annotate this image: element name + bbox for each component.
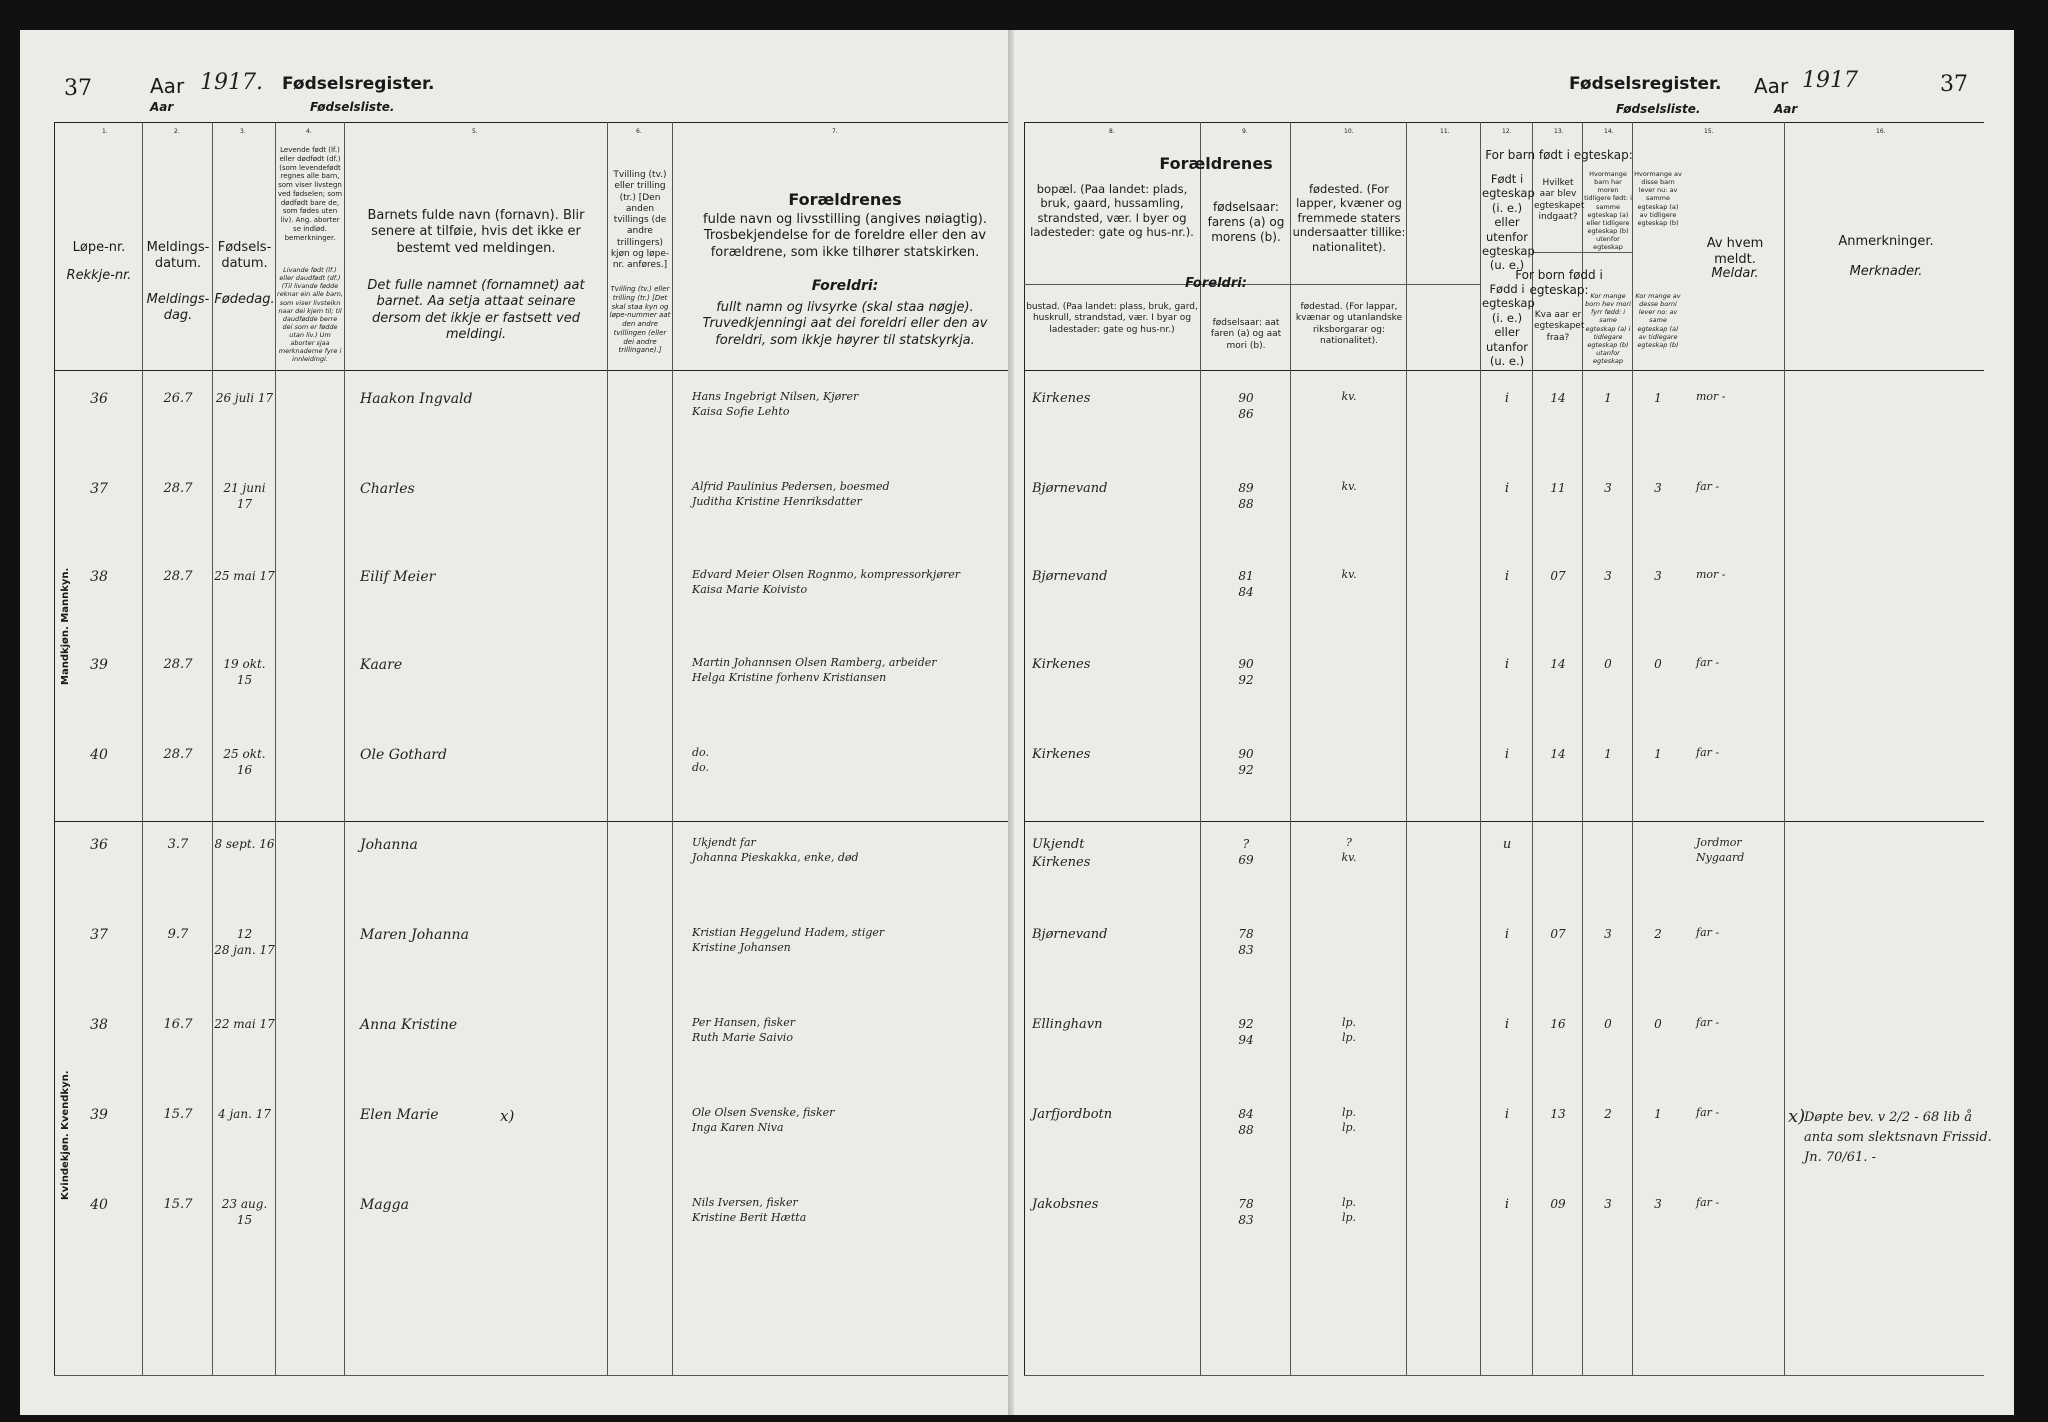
cell-egteskap: i <box>1504 747 1510 762</box>
cell-fodested: kv. <box>1341 480 1357 493</box>
col-border <box>1480 122 1481 1375</box>
annotation-mark: x) <box>1788 1106 1806 1127</box>
cell-tvilling-mark: x) <box>500 1107 515 1125</box>
register-title: Fødselsregister. <box>282 74 435 94</box>
subheader-rule <box>1532 252 1632 253</box>
col-number-2: 2. <box>174 128 180 135</box>
cell-foreldre: Per Hansen, fisker Ruth Marie Saivio <box>692 1016 796 1044</box>
cell-lopenr: 36 <box>90 391 108 407</box>
header-merknader-nn: Merknader. <box>1849 264 1923 279</box>
header-tvilling: Tvilling (tv.) eller trilling (tr.) [Den anden tvillings (de andre trillingers) kjøn og løpe-nr. anføres.] <box>610 170 670 270</box>
cell-barn-lever: 3 <box>1654 481 1662 495</box>
cell-bopael: Ukjendt Kirkenes <box>1032 837 1091 870</box>
year-handwritten: 1917. <box>200 70 263 95</box>
header-fodd-egteskap-nn: Fødd i egteskap (i. e.) eller utanfor (u. e.) <box>1482 282 1535 368</box>
cell-fodselsdatum: 25 okt. 16 <box>223 747 266 778</box>
aar-label-right: Aar <box>1754 74 1789 98</box>
cell-lopenr: 39 <box>90 657 108 673</box>
cell-fodested: ? kv. <box>1341 836 1357 864</box>
cell-bopael: Jarfjordbotn <box>1032 1107 1113 1122</box>
cell-aar-egteskap: 14 <box>1550 747 1566 761</box>
cell-fodselsaar: 90 92 <box>1238 747 1254 778</box>
col-border <box>1024 122 1025 1375</box>
cell-egteskap: i <box>1504 1017 1510 1032</box>
header-fodested: fødested. (For lapper, kvæner og fremmede staters undersaatter tillike: nationalitet). <box>1292 182 1406 254</box>
col-border <box>1632 122 1633 1375</box>
section-label-female: Kvindekjøn. Kvendkyn. <box>60 1070 71 1200</box>
header-meldar-nn: Meldar. <box>1711 266 1759 281</box>
header-foreldri-text-nn: fullt namn og livsyrke (skal staa nøgje). Truvedkjenningi aat dei foreldri eller den av foreldri, som ikkje høyrer til statskyrkja. <box>702 300 988 348</box>
col-number-13: 13. <box>1554 128 1564 135</box>
cell-lopenr: 38 <box>90 569 108 585</box>
header-tidligere-barn: Hvormange barn har moren tidligere født: i samme egteskap (a) eller tidligere egteskap (b) utenfor egteskap <box>1584 170 1632 252</box>
cell-fodselsaar: 89 88 <box>1238 481 1254 512</box>
cell-barnets-navn: Magga <box>360 1197 409 1213</box>
col-number-15: 15. <box>1704 128 1714 135</box>
cell-meldingsdatum: 28.7 <box>163 481 193 496</box>
page-number-left: 37 <box>64 76 92 101</box>
col-number-8: 8. <box>1109 128 1115 135</box>
cell-tidligere-barn: 0 <box>1604 1017 1612 1031</box>
cell-meldingsdatum: 15.7 <box>163 1197 193 1212</box>
cell-foreldre: Kristian Heggelund Hadem, stiger Kristine Johansen <box>692 926 885 954</box>
cell-meldingsdatum: 3.7 <box>167 837 189 852</box>
aar-label-nn: Aar <box>150 100 174 114</box>
cell-fodselsaar: 92 94 <box>1238 1017 1254 1048</box>
cell-meldingsdatum: 16.7 <box>163 1017 193 1032</box>
cell-fodested: lp. lp. <box>1341 1196 1357 1224</box>
cell-meldt: far - <box>1696 1106 1720 1119</box>
cell-fodested: kv. <box>1341 390 1357 403</box>
header-meldingsdatum-nn: Meldings-dag. <box>146 292 210 324</box>
cell-barnets-navn: Kaare <box>360 657 403 673</box>
cell-egteskap: i <box>1504 481 1510 496</box>
header-foreldri-right-nn: Foreldri: <box>1185 276 1247 291</box>
cell-lopenr: 36 <box>90 837 108 853</box>
col-border <box>212 122 213 1375</box>
col-border <box>1290 122 1291 1375</box>
header-aar-egteskap: Hvilket aar blev egteskapet indgaat? <box>1534 178 1585 222</box>
cell-barnets-navn: Ole Gothard <box>360 747 447 763</box>
subtitle-nn-right: Fødselsliste. <box>1616 102 1701 116</box>
cell-fodselsaar: 84 88 <box>1238 1107 1254 1138</box>
cell-meldingsdatum: 28.7 <box>163 569 193 584</box>
cell-fodselsdatum: 22 mai 17 <box>214 1017 275 1031</box>
header-foraeldrenes-text: fulde navn og livsstilling (angives nøiagtig). Trosbekjendelse for de foreldre eller den av forældrene, som ikke tilhører statskirken. <box>703 212 987 260</box>
col-border <box>1582 122 1583 1375</box>
cell-fodselsdatum: 8 sept. 16 <box>214 837 275 851</box>
cell-barnets-navn: Eilif Meier <box>360 569 436 585</box>
cell-foreldre: Hans Ingebrigt Nilsen, Kjører Kaisa Sofie Lehto <box>692 390 859 418</box>
col-border <box>672 122 673 1375</box>
section-divider <box>54 821 1022 822</box>
bottom-rule <box>1024 1375 1984 1376</box>
header-fodselsaar-nn: fødselsaar: aat faren (a) og aat mori (b). <box>1210 318 1282 351</box>
header-fodt-egteskap: Født i egteskap (i. e.) eller utenfor egteskap (u. e.) <box>1482 172 1535 273</box>
cell-barnets-navn: Anna Kristine <box>360 1017 458 1033</box>
cell-fodselsdatum: 21 juni 17 <box>223 481 266 512</box>
header-top-rule <box>1024 122 1984 123</box>
header-bustad-nn: bustad. (Paa landet: plass, bruk, gard, huskrull, strandstad, vær. I byar og ladestader: gate og hus-nr.) <box>1026 302 1198 335</box>
cell-bopael: Jakobsnes <box>1032 1197 1099 1212</box>
col-border <box>142 122 143 1375</box>
col-border <box>1406 122 1407 1375</box>
cell-fodested: lp. lp. <box>1341 1016 1357 1044</box>
cell-foreldre: Nils Iversen, fisker Kristine Berit Hætta <box>692 1196 807 1224</box>
cell-aar-egteskap: 09 <box>1550 1197 1566 1211</box>
header-bottom-rule <box>1024 370 1984 371</box>
cell-aar-egteskap: 14 <box>1550 657 1566 671</box>
cell-foreldre: Ole Olsen Svenske, fisker Inga Karen Niva <box>692 1106 835 1134</box>
cell-lopenr: 39 <box>90 1107 108 1123</box>
cell-barn-lever: 1 <box>1654 391 1662 405</box>
cell-fodselsdatum: 4 jan. 17 <box>218 1107 271 1121</box>
header-barnets-navn-nn: Det fulle namnet (fornamnet) aat barnet. Aa setja attaat seinare dersom det ikkje er fastsett ved meldingi. <box>367 278 585 342</box>
cell-meldingsdatum: 9.7 <box>167 927 189 942</box>
col-border <box>607 122 608 1375</box>
page-number-right: 37 <box>1940 72 1968 97</box>
cell-barn-lever: 3 <box>1654 569 1662 583</box>
cell-barnets-navn: Maren Johanna <box>360 927 469 943</box>
cell-barn-lever: 0 <box>1654 657 1662 671</box>
cell-fodselsdatum: 26 juli 17 <box>215 391 274 405</box>
header-meldingsdatum: Meldings-datum. <box>146 240 210 272</box>
aar-label-nn-right: Aar <box>1774 102 1798 116</box>
header-fodselsdatum: Fødsels-datum. <box>217 240 272 272</box>
cell-fodselsdatum: 23 aug. 15 <box>221 1197 268 1228</box>
cell-foreldre: Ukjendt far Johanna Pieskakka, enke, død <box>692 836 859 864</box>
cell-meldt: far - <box>1696 1016 1720 1029</box>
cell-fodselsaar: 90 92 <box>1238 657 1254 688</box>
cell-egteskap: i <box>1504 657 1510 672</box>
register-title-right: Fødselsregister. <box>1569 74 1722 94</box>
header-for-barn-egteskap: For barn født i egteskap: <box>1485 148 1633 162</box>
header-barnets-navn: Barnets fulde navn (fornavn). Blir senere at tilføie, hvis det ikke er bestemt ved meldingen. <box>367 208 585 256</box>
cell-aar-egteskap: 16 <box>1550 1017 1566 1031</box>
cell-aar-egteskap: 07 <box>1550 569 1566 583</box>
cell-barnets-navn: Haakon Ingvald <box>360 391 473 407</box>
aar-label: Aar <box>150 74 185 98</box>
cell-tidligere-barn: 1 <box>1604 747 1612 761</box>
cell-fodselsaar: 78 83 <box>1238 1197 1254 1228</box>
cell-fodested: lp. lp. <box>1341 1106 1357 1134</box>
cell-lopenr: 40 <box>90 747 108 763</box>
header-top-rule <box>54 122 1022 123</box>
cell-fodselsaar: ? 69 <box>1238 837 1254 868</box>
header-anmerkninger: Anmerkninger. <box>1838 234 1934 249</box>
cell-tidligere-barn: 0 <box>1604 657 1612 671</box>
cell-egteskap: i <box>1504 1107 1510 1122</box>
cell-meldt: far - <box>1696 1196 1720 1209</box>
header-fodselsaar: fødselsaar: farens (a) og morens (b). <box>1207 200 1285 244</box>
header-bopael: bopæl. (Paa landet: plads, bruk, gaard, hussamling, strandsted, vær. I byer og ladesteder: gate og hus-nr.). <box>1030 182 1194 240</box>
cell-barnets-navn: Elen Marie <box>360 1107 439 1123</box>
cell-meldingsdatum: 28.7 <box>163 747 193 762</box>
cell-fodselsaar: 81 84 <box>1238 569 1254 600</box>
cell-meldt: far - <box>1696 746 1720 759</box>
header-bottom-rule <box>54 370 1022 371</box>
cell-fodselsaar: 90 86 <box>1238 391 1254 422</box>
col-number-3: 3. <box>240 128 246 135</box>
header-levende-fodt: Levende født (lf.) eller dødfødt (df.) (som levendefødt regnes alle barn, som viser livstegn ved fødselen; som dødfødt bare de, som fødes uten liv). Ang. aborter se indlød. bemerkninger. <box>277 146 343 242</box>
cell-lopenr: 37 <box>90 927 108 943</box>
cell-egteskap: i <box>1504 391 1510 406</box>
right-page <box>1014 30 2014 1415</box>
cell-fodested: kv. <box>1341 568 1357 581</box>
cell-tidligere-barn: 2 <box>1604 1107 1612 1121</box>
cell-fodselsdatum: 19 okt. 15 <box>223 657 266 688</box>
cell-barnets-navn: Johanna <box>360 837 418 853</box>
col-number-6: 6. <box>636 128 642 135</box>
cell-aar-egteskap: 14 <box>1550 391 1566 405</box>
cell-fodselsdatum: 12 28 jan. 17 <box>214 927 275 958</box>
col-border <box>275 122 276 1375</box>
header-foraeldrenes: Forældrenes <box>788 190 902 209</box>
col-number-14: 14. <box>1604 128 1614 135</box>
cell-lopenr: 40 <box>90 1197 108 1213</box>
cell-bopael: Ellinghavn <box>1032 1017 1103 1032</box>
col-number-11: 11. <box>1440 128 1450 135</box>
col-border <box>1200 122 1201 1375</box>
cell-barnets-navn: Charles <box>360 481 415 497</box>
cell-meldt: far - <box>1696 480 1720 493</box>
cell-egteskap: u <box>1502 837 1512 852</box>
section-label-male: Mandkjøn. Mannkyn. <box>60 567 71 685</box>
cell-barn-lever: 2 <box>1654 927 1662 941</box>
cell-barn-lever: 3 <box>1654 1197 1662 1211</box>
header-fodestad-nn: fødestad. (For lappar, kvænar og utanlandske riksborgarar og: nationalitet). <box>1295 302 1403 346</box>
col-number-4: 4. <box>306 128 312 135</box>
cell-bopael: Bjørnevand <box>1032 481 1108 496</box>
header-for-born-egteskap-nn: For born fødd i egteskap: <box>1515 268 1603 297</box>
cell-tidligere-barn: 3 <box>1604 927 1612 941</box>
col-number-1: 1. <box>102 128 108 135</box>
header-tvilling-nn: Tvilling (tv.) eller trilling (tr.) [Det skal staa kyn og løpe-nummer aat den andre tvillingen (eller dei andre trillingane).] <box>609 285 671 355</box>
header-lopenr-nn: Rekkje-nr. <box>66 268 132 283</box>
col-number-9: 9. <box>1242 128 1248 135</box>
cell-aar-egteskap: 07 <box>1550 927 1566 941</box>
cell-tidligere-barn: 3 <box>1604 481 1612 495</box>
cell-meldt: far - <box>1696 926 1720 939</box>
header-foraeldrenes-right: Forældrenes <box>1159 154 1273 173</box>
col-number-7: 7. <box>832 128 838 135</box>
col-number-12: 12. <box>1502 128 1512 135</box>
cell-bopael: Bjørnevand <box>1032 927 1108 942</box>
cell-meldingsdatum: 28.7 <box>163 657 193 672</box>
cell-egteskap: i <box>1504 1197 1510 1212</box>
cell-tidligere-barn: 3 <box>1604 1197 1612 1211</box>
cell-lopenr: 38 <box>90 1017 108 1033</box>
cell-meldt: mor - <box>1696 568 1726 581</box>
subtitle-nn: Fødselsliste. <box>310 100 395 114</box>
header-born-lever-nn: Kor mange av desse borni lever no: av same egteskap (a) av tidlegare egteskap (b) <box>1635 292 1681 349</box>
cell-meldt: far - <box>1696 656 1720 669</box>
col-number-5: 5. <box>472 128 478 135</box>
cell-fodselsaar: 78 83 <box>1238 927 1254 958</box>
header-foreldri-nn: Foreldri: <box>811 278 879 294</box>
cell-meldt: Jordmor Nygaard <box>1696 836 1745 864</box>
cell-bopael: Kirkenes <box>1032 391 1091 406</box>
col-number-10: 10. <box>1344 128 1354 135</box>
col-border <box>54 122 55 1375</box>
col-border <box>344 122 345 1375</box>
cell-aar-egteskap: 11 <box>1550 481 1566 495</box>
cell-bopael: Bjørnevand <box>1032 569 1108 584</box>
cell-foreldre: Alfrid Paulinius Pedersen, boesmed Juditha Kristine Henriksdatter <box>692 480 890 508</box>
cell-lopenr: 37 <box>90 481 108 497</box>
cell-meldt: mor - <box>1696 390 1726 403</box>
section-divider <box>1024 821 1984 822</box>
cell-tidligere-barn: 1 <box>1604 391 1612 405</box>
col-border <box>1784 122 1785 1375</box>
annotation-note: Døpte bev. v 2/2 - 68 lib å anta som slektsnavn Frissid. Jn. 70/61. - <box>1804 1110 1992 1166</box>
cell-barn-lever: 1 <box>1654 1107 1662 1121</box>
header-lopenr: Løpe-nr. <box>72 240 126 255</box>
col-number-16: 16. <box>1876 128 1886 135</box>
cell-foreldre: Edvard Meier Olsen Rognmo, kompressorkjører Kaisa Marie Koivisto <box>692 568 960 596</box>
cell-foreldre: do. do. <box>692 746 709 774</box>
cell-bopael: Kirkenes <box>1032 657 1091 672</box>
cell-tidligere-barn: 3 <box>1604 569 1612 583</box>
left-page <box>20 30 1012 1415</box>
cell-barn-lever: 1 <box>1654 747 1662 761</box>
cell-barn-lever: 0 <box>1654 1017 1662 1031</box>
cell-meldingsdatum: 15.7 <box>163 1107 193 1122</box>
header-barn-lever: Hvormange av disse barn lever nu: av samme egteskap (a) av tidligere egteskap (b) <box>1634 170 1682 227</box>
year-handwritten-right: 1917 <box>1802 68 1858 93</box>
cell-egteskap: i <box>1504 927 1510 942</box>
cell-fodselsdatum: 25 mai 17 <box>214 569 275 583</box>
header-meldt: Av hvem meldt. <box>1706 236 1764 268</box>
cell-foreldre: Martin Johannsen Olsen Ramberg, arbeider Helga Kristine forhenv Kristiansen <box>692 656 937 684</box>
cell-egteskap: i <box>1504 569 1510 584</box>
bottom-rule <box>54 1375 1022 1376</box>
header-levende-fodt-nn: Livande født (lf.) eller daudfødt (df.) (Til livande fødde reknar ein alle barn, som viser livsteikn naar dei kjem til; til daudfødde berre dei som er fødde utan liv.) Um aborter sjaa merknaderne fyre i innleidingi. <box>277 266 343 364</box>
cell-bopael: Kirkenes <box>1032 747 1091 762</box>
header-aar-egteskap-nn: Kva aar er egteskapet fraa? <box>1534 310 1585 343</box>
cell-aar-egteskap: 13 <box>1550 1107 1566 1121</box>
cell-meldingsdatum: 26.7 <box>163 391 193 406</box>
header-fodselsdatum-nn: Fødedag. <box>214 292 275 307</box>
header-tidlegare-born-nn: Kor mange born hev mori fyrr fødd: i same egteskap (a) i tidlegare egteskap (b) utanfor egteskap <box>1585 292 1631 365</box>
